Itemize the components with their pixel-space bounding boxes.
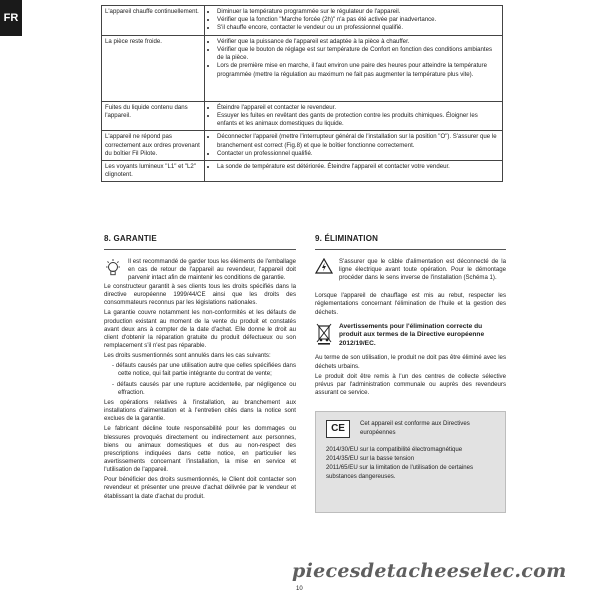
- table-row: [102, 131, 503, 161]
- table-row: [102, 35, 503, 101]
- solution-item: • S'il chauffe encore, contacter le vendeur ou un professionnel qualifié.: [217, 24, 499, 32]
- solution-cell: [205, 35, 503, 101]
- weee-heading: Avertissements pour l'élimination correcte du produit aux termes de la Directive européenne 2012/19/EC.: [339, 322, 485, 347]
- directive-line: 2011/65/EU sur la limitation de l'utilisation de certaines substances dangereuses.: [326, 463, 474, 480]
- solution-item: • Vérifier que le bouton de réglage est sur température de Confort en fonction des conditions ambiantes de la pièce.: [217, 46, 499, 62]
- warranty-intro: Il est recommandé de garder tous les éléments de l'emballage en cas de retour de l'appareil au revendeur, l'appareil doit parvenir intact afin de maintenir les conditions de garantie.: [128, 257, 296, 282]
- watermark: piecesdetacheeselec.com: [292, 560, 567, 582]
- solution-cell: [205, 160, 503, 181]
- table-row: [102, 160, 503, 181]
- directive-line: 2014/30/EU sur la compatibilité électromagnétique: [326, 446, 463, 454]
- solution-item: • Essuyer les fuites en revêtant des gants de protection contre les produits chimiques. Éloigner les enfants et les animaux domestiques du liquide.: [217, 112, 499, 128]
- paragraph: Le produit doit être remis à l'un des centres de collecte sélective prévus par l'administration communale ou auprès des revendeurs assurant ce service.: [315, 372, 506, 396]
- problem-cell: L'appareil ne répond pas correctement aux ordres provenant du boîtier Fil Pilote.: [102, 131, 205, 161]
- bullet: - défauts causés par une utilisation autre que celles spécifiées dans cette notice, qui fait partie intégrante du contrat de vente;: [112, 362, 296, 378]
- paragraph: La garantie couvre notamment les non-conformités et les défauts de production existant au moment de la vente du produit et constatés avant deux ans à compter de la date d'achat. Elle donne le droit au client d'obtenir la réparation gratuite du produit défectueux ou son remplacement s'il n'est pas réparable.: [104, 309, 296, 349]
- directive-line: 2014/35/EU sur la basse tension: [326, 454, 415, 462]
- paragraph: Le fabricant décline toute responsabilité pour les dommages ou blessures provoqués directement ou indirectement aux personnes, biens ou animaux domestiques et dus au non-respect des prescriptions indiquées dans cette notice, en particulier les avertissements concernant l'installation, la mise en service et l'utilisation de l'appareil.: [104, 425, 296, 474]
- solution-cell: [205, 101, 503, 131]
- bullet: - défauts causés par une rupture accidentelle, par négligence ou effraction.: [112, 380, 296, 396]
- table-row: [102, 101, 503, 131]
- solution-item: • La sonde de température est détériorée. Éteindre l'appareil et contacter votre vendeur.: [217, 163, 499, 171]
- page-number: 10: [296, 586, 303, 592]
- problem-cell: Les voyants lumineux "L1" et "L2" clignotent.: [102, 160, 205, 181]
- solution-item: • Vérifier que la fonction "Marche forcée (2h)" n'a pas été activée par inadvertance.: [217, 16, 499, 24]
- ce-conformity-text: Cet appareil est conforme aux Directives européennes: [360, 420, 470, 436]
- solution-cell: [205, 131, 503, 161]
- weee-bin-icon: [315, 323, 333, 349]
- paragraph: Pour bénéficier des droits susmentionnés, le Client doit contacter son revendeur et présenter une preuve d'achat délivrée par le vendeur et établissant la date d'achat du produit.: [104, 476, 296, 500]
- warranty-title: 8. GARANTIE: [104, 234, 157, 243]
- solution-item: • Diminuer la température programmée sur le régulateur de l'appareil.: [217, 8, 499, 16]
- section-divider: [104, 249, 296, 250]
- solution-item: • Vérifier que la puissance de l'appareil est adaptée à la pièce à chauffer.: [217, 38, 499, 46]
- table-row: [102, 6, 503, 36]
- disposal-title: 9. ÉLIMINATION: [315, 234, 379, 243]
- disposal-section: [315, 232, 506, 513]
- section-divider: [315, 249, 506, 250]
- disposal-warning: S'assurer que le câble d'alimentation est déconnecté de la ligne électrique avant toute opération. Pour le démontage procéder dans le sens inverse de l'installation (Schéma 1).: [339, 257, 506, 282]
- solution-item: • Lors de première mise en marche, il faut environ une paire des heures pour atteindre la température programmée (mettre la régulation au maximum ne fait pas augmenter la température plus vite).: [217, 62, 499, 78]
- problem-cell: La pièce reste froide.: [102, 35, 205, 101]
- paragraph: Les droits susmentionnés sont annulés dans les cas suivants:: [104, 352, 271, 360]
- solution-item: • Éteindre l'appareil et contacter le revendeur.: [217, 104, 499, 112]
- solution-item: • Contacter un professionnel qualifié.: [217, 150, 499, 158]
- solution-item: • Déconnecter l'appareil (mettre l'interrupteur général de l'installation sur la position "O"). S'assurer que le branchement est correct (Fig.8) et que le boîtier fonctionne correctement.: [217, 133, 499, 149]
- paragraph: Les opérations relatives à l'installation, au branchement aux installations d'alimentation et à l'entretien cités dans la notice sont exclues de la garantie.: [104, 398, 296, 423]
- ce-conformity-box: [315, 411, 506, 513]
- paragraph: Lorsque l'appareil de chauffage est mis au rebut, respecter les réglementations concernant l'élimination de l'huile et la gestion des déchets.: [315, 292, 506, 316]
- problem-cell: Fuites du liquide contenu dans l'appareil.: [102, 101, 205, 131]
- lightbulb-icon: [104, 258, 122, 283]
- troubleshooting-table: [101, 5, 503, 182]
- warranty-section: [104, 232, 296, 503]
- solution-cell: [205, 6, 503, 36]
- paragraph: Le constructeur garantit à ses clients tous les droits spécifiés dans la directive européenne 1999/44/CE ainsi que les droits des consommateurs reconnus par les législations nationales.: [104, 282, 296, 307]
- paragraph: Au terme de son utilisation, le produit ne doit pas être éliminé avec les déchets urbains.: [315, 354, 506, 370]
- problem-cell: L'appareil chauffe continuellement.: [102, 6, 205, 36]
- ce-mark-icon: CE: [326, 420, 350, 438]
- electric-warning-icon: [315, 258, 333, 282]
- language-tab: FR: [0, 0, 22, 36]
